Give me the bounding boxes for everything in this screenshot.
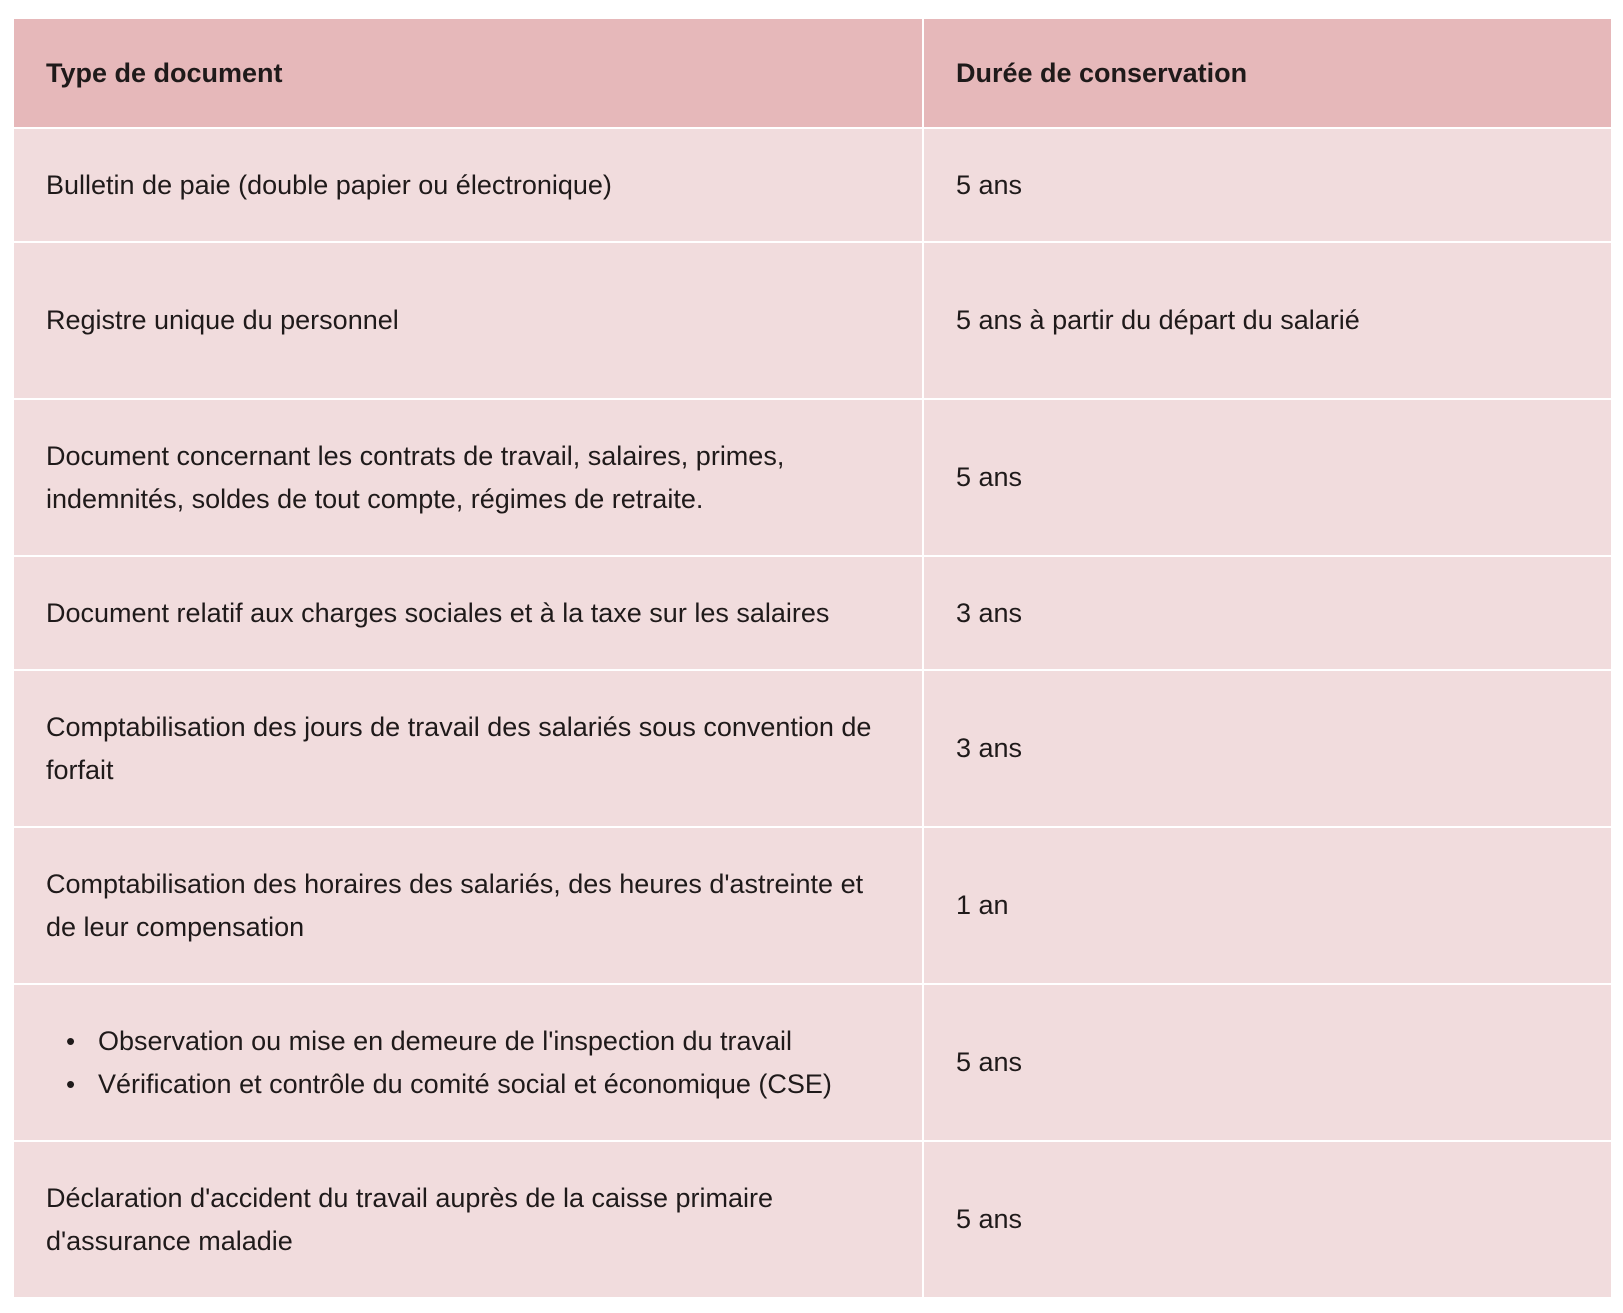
document-type-cell: Document concernant les contrats de travail, salaires, primes, indemnités, soldes de tout compte, régimes de retraite.: [13, 399, 923, 556]
table-row: [13, 827, 1612, 984]
document-type-cell: Comptabilisation des horaires des salariés, des heures d'astreinte et de leur compensation: [13, 827, 923, 984]
retention-duration-cell: 3 ans: [923, 556, 1612, 670]
retention-table-container: [12, 17, 1611, 1299]
retention-duration-cell: 5 ans à partir du départ du salarié: [923, 242, 1612, 399]
document-type-cell: Document relatif aux charges sociales et à la taxe sur les salaires: [13, 556, 923, 670]
bullet-item: • Observation ou mise en demeure de l'inspection du travail: [66, 1020, 890, 1063]
document-type-cell: Registre unique du personnel: [13, 242, 923, 399]
document-type-cell: Déclaration d'accident du travail auprès de la caisse primaire d'assurance maladie: [13, 1141, 923, 1298]
retention-duration-cell: 1 an: [923, 827, 1612, 984]
document-type-cell: Comptabilisation des jours de travail des salariés sous convention de forfait: [13, 670, 923, 827]
retention-duration-cell: 5 ans: [923, 1141, 1612, 1298]
retention-duration-cell: 5 ans: [923, 128, 1612, 242]
table-row: [13, 128, 1612, 242]
retention-duration-cell: 3 ans: [923, 670, 1612, 827]
table-header-row: [13, 18, 1612, 128]
retention-table: [12, 17, 1613, 1299]
retention-duration-cell: 5 ans: [923, 399, 1612, 556]
document-type-cell: [13, 984, 923, 1141]
table-row: [13, 556, 1612, 670]
table-row: [13, 984, 1612, 1141]
header-retention-duration: Durée de conservation: [923, 18, 1612, 128]
table-row: [13, 242, 1612, 399]
bullet-item: • Vérification et contrôle du comité social et économique (CSE): [66, 1063, 890, 1106]
document-bullet-list: [46, 1020, 890, 1106]
table-row: [13, 670, 1612, 827]
retention-duration-cell: 5 ans: [923, 984, 1612, 1141]
table-row: [13, 399, 1612, 556]
header-document-type: Type de document: [13, 18, 923, 128]
document-type-cell: Bulletin de paie (double papier ou électronique): [13, 128, 923, 242]
table-row: [13, 1141, 1612, 1298]
